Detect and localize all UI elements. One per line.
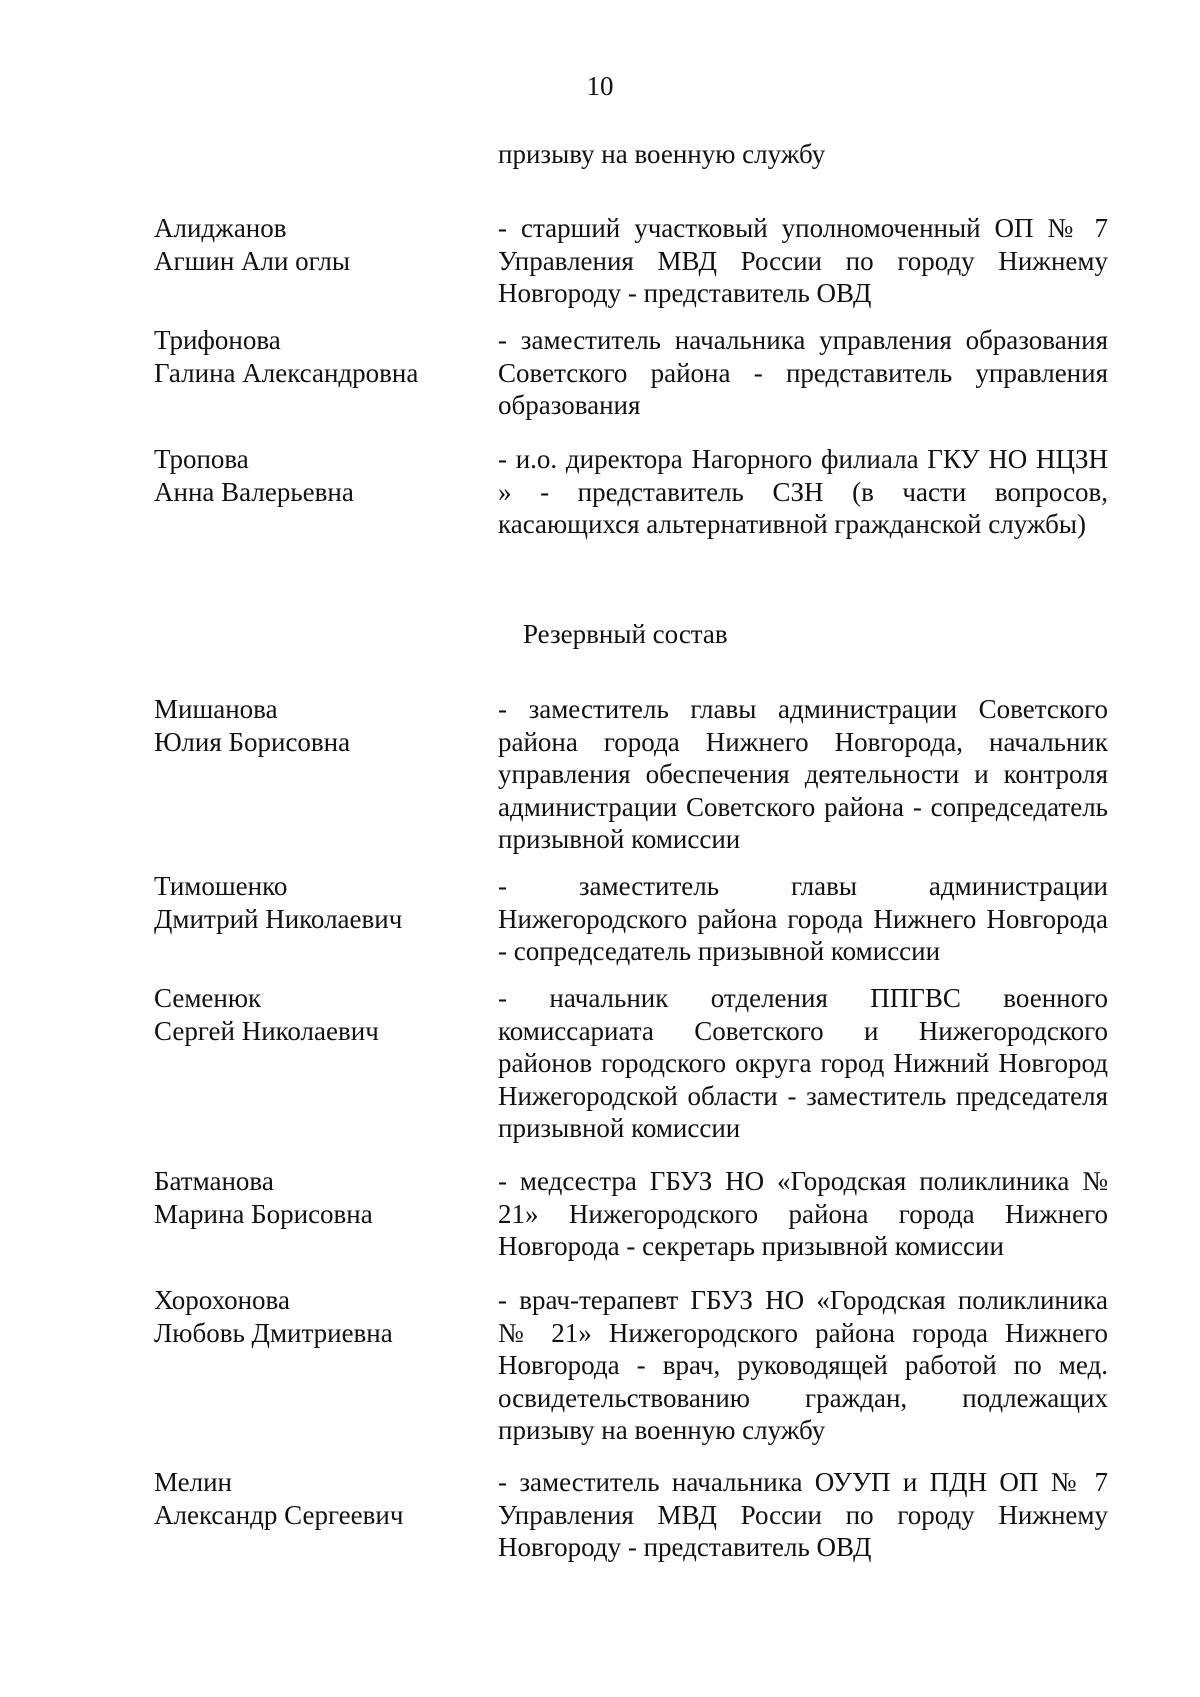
member-name (154, 1466, 474, 1531)
member-given-name: Дмитрий Николаевич (154, 903, 403, 934)
member-given-name: Сергей Николаевич (154, 1015, 379, 1046)
member-name (154, 1284, 474, 1349)
continuation-text: призыву на военную службу (498, 139, 826, 169)
member-role: - начальник отделения ППГВС военного комиссариата Советского и Нижегородского районов городского округа город Нижний Новгород Нижегородской области - заместитель председателя призывной комиссии (498, 983, 1108, 1143)
member-role: - и.о. директора Нагорного филиала ГКУ НО НЦЗН » - представитель СЗН (в части вопросов, касающихся альтернативной гражданской службы) (498, 444, 1108, 539)
member-surname: Мелин (154, 1467, 233, 1497)
member-name (154, 324, 474, 389)
member-given-name: Любовь Дмитриевна (154, 1317, 393, 1348)
member-surname: Тропова (154, 444, 249, 474)
member-given-name: Марина Борисовна (154, 1198, 373, 1229)
member-name (154, 982, 474, 1047)
member-given-name: Александр Сергеевич (154, 1499, 404, 1530)
member-given-name: Юлия Борисовна (154, 726, 351, 757)
member-role: - медсестра ГБУЗ НО «Городская поликлиника № 21» Нижегородского района города Нижнего Новгорода - секретарь призывной комиссии (498, 1166, 1108, 1261)
member-role: - заместитель начальника управления образования Советского района - представитель управления образования (498, 325, 1108, 420)
member-name (154, 443, 474, 508)
member-role: - старший участковый уполномоченный ОП № 7 Управления МВД России по городу Нижнему Новгороду - представитель ОВД (498, 213, 1108, 308)
page-number: 10 (586, 71, 614, 101)
member-name (154, 693, 474, 758)
member-surname: Семенюк (154, 983, 262, 1013)
member-role: - заместитель главы администрации Советского района города Нижнего Новгорода, начальник управления обеспечения деятельности и контроля администрации Советского района - сопредседатель призывной комиссии (498, 694, 1108, 854)
reserve-section-title: Резервный состав (523, 619, 728, 649)
member-surname: Тимошенко (154, 871, 288, 901)
member-role: - заместитель начальника ОУУП и ПДН ОП № 7 Управления МВД России по городу Нижнему Новгороду - представитель ОВД (498, 1467, 1108, 1562)
member-role: - заместитель главы администрации Нижегородского района города Нижнего Новгорода - сопредседатель призывной комиссии (498, 871, 1108, 966)
member-role: - врач-терапевт ГБУЗ НО «Городская поликлиника № 21» Нижегородского района города Нижнего Новгорода - врач, руководящей работой по мед. освидетельствованию граждан, подлежащих призыву на военную службу (498, 1285, 1108, 1445)
member-name (154, 1165, 474, 1230)
member-given-name: Анна Валерьевна (154, 476, 354, 507)
member-surname: Мишанова (154, 694, 278, 724)
member-name (154, 212, 474, 277)
member-given-name: Агшин Али оглы (154, 245, 351, 276)
member-surname: Хорохонова (154, 1285, 290, 1315)
member-surname: Батманова (154, 1166, 274, 1196)
member-given-name: Галина Александровна (154, 357, 419, 388)
member-surname: Алиджанов (154, 213, 287, 243)
member-name (154, 870, 474, 935)
member-surname: Трифонова (154, 325, 281, 355)
